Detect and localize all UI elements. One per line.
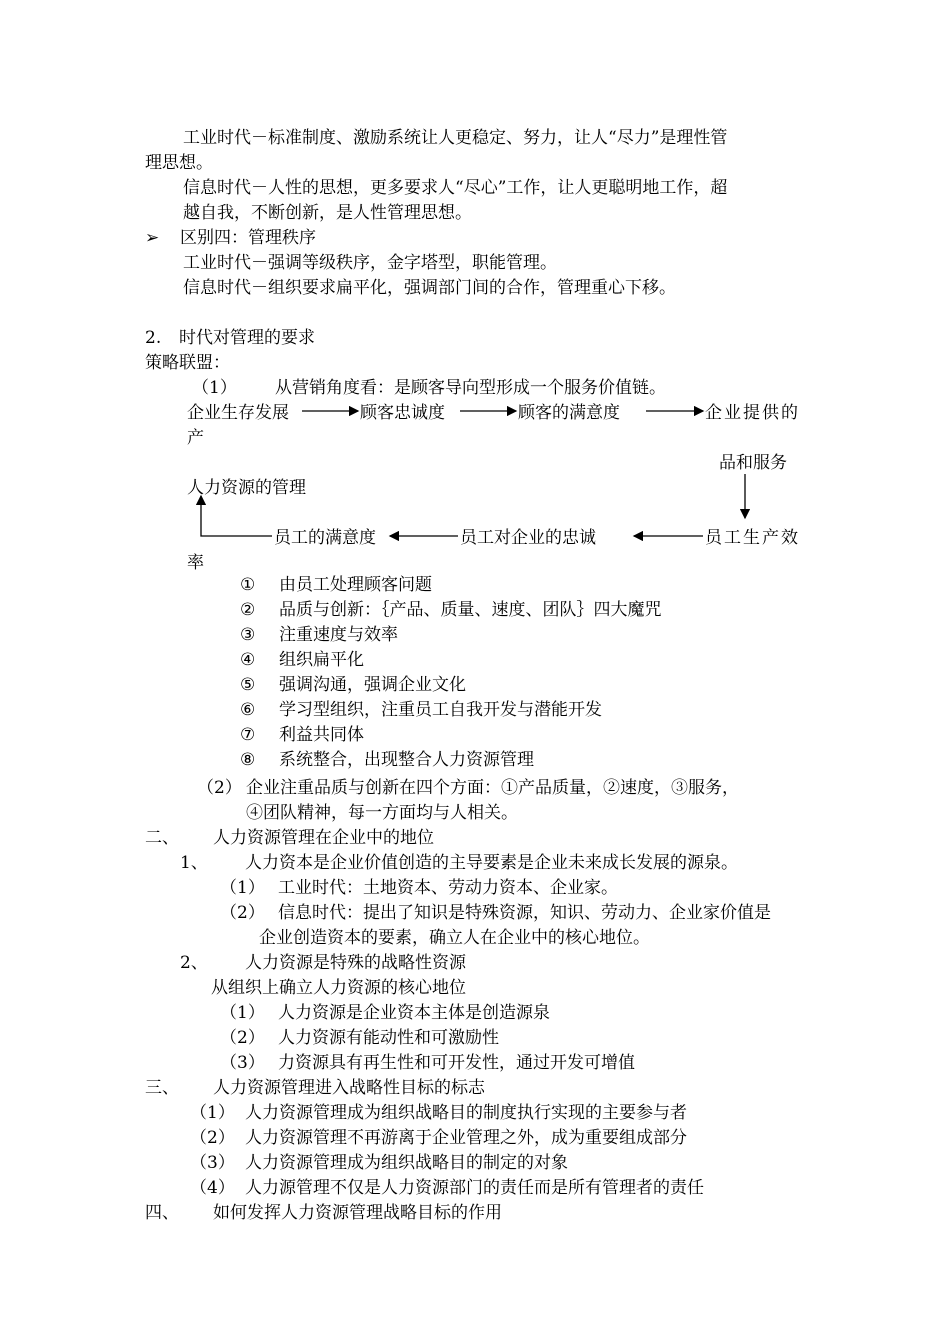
circled-item-text: 学习型组织，注重员工自我开发与潜能开发 — [279, 700, 602, 720]
er2-text: 人力资源是特殊的战略性资源 — [245, 953, 466, 973]
item2-number: （2） — [197, 778, 242, 798]
bullet-heading: 区别四：管理秩序 — [180, 228, 316, 248]
section-si-title: 如何发挥人力资源管理战略目标的作用 — [213, 1203, 502, 1223]
item-text: 从营销角度看：是顾客导向型形成一个服务价值链。 — [275, 378, 666, 398]
circled-item-number: ④ — [240, 650, 256, 670]
er1b-number: （2） — [220, 903, 265, 923]
arrow-up — [201, 496, 272, 536]
circled-item-text: 组织扁平化 — [279, 650, 364, 670]
circled-item-text: 注重速度与效率 — [279, 625, 398, 645]
chain-node-employee-satisfaction: 员工的满意度 — [274, 528, 376, 548]
circled-item-number: ⑤ — [240, 675, 256, 695]
er2-item-text: 力资源具有再生性和可开发性，通过开发可增值 — [278, 1053, 635, 1073]
section-title: 时代对管理的要求 — [179, 328, 315, 348]
circled-item-text: 强调沟通，强调企业文化 — [279, 675, 466, 695]
section-er-title: 人力资源管理在企业中的地位 — [213, 828, 434, 848]
item2-line2: ④团队精神，每一方面均与人相关。 — [246, 803, 518, 823]
er1b-line1: 信息时代：提出了知识是特殊资源，知识、劳动力、企业家价值是 — [278, 903, 771, 923]
circled-item-number: ① — [240, 575, 256, 595]
chain-node-customer-satisfaction: 顾客的满意度 — [518, 403, 620, 423]
er2-item-number: （1） — [220, 1003, 265, 1023]
paragraph-order-information: 信息时代－组织要求扁平化，强调部门间的合作，管理重心下移。 — [183, 278, 676, 298]
er2-item-text: 人力资源是企业资本主体是创造源泉 — [278, 1003, 550, 1023]
circled-item-number: ⑦ — [240, 725, 256, 745]
er2-item-number: （2） — [220, 1028, 265, 1048]
chain-node-enterprise-survival: 企业生存发展 — [187, 403, 289, 423]
chain-node-customer-loyalty: 顾客忠诚度 — [360, 403, 445, 423]
circled-item-text: 品质与创新：｛产品、质量、速度、团队｝四大魔咒 — [279, 600, 662, 620]
san-item-number: （2） — [190, 1128, 235, 1148]
paragraph-industrial-line1: 工业时代－标准制度、激励系统让人更稳定、努力，让人“尽力”是理性管 — [183, 128, 728, 148]
circled-item-text: 由员工处理顾客问题 — [279, 575, 432, 595]
chain-node-wrap-text: 产 — [187, 428, 204, 448]
section-san-title: 人力资源管理进入战略性目标的标志 — [213, 1078, 485, 1098]
er2-number: 2、 — [180, 953, 208, 973]
paragraph-industrial-line2: 理思想。 — [145, 153, 213, 173]
er2-item-text: 人力资源有能动性和可激励性 — [278, 1028, 499, 1048]
circled-item-number: ⑥ — [240, 700, 256, 720]
er1a-number: （1） — [220, 878, 265, 898]
san-item-number: （1） — [190, 1103, 235, 1123]
er1-text: 人力资本是企业价值创造的主导要素是企业未来成长发展的源泉。 — [245, 853, 738, 873]
chain-node-products-services: 企业提供的 — [705, 403, 800, 423]
er1a-text: 工业时代：土地资本、劳动力资本、企业家。 — [278, 878, 618, 898]
circled-item-number: ⑧ — [240, 750, 256, 770]
er2-subtitle: 从组织上确立人力资源的核心地位 — [211, 978, 466, 998]
paragraph-order-industrial: 工业时代－强调等级秩序，金字塔型，职能管理。 — [183, 253, 557, 273]
san-item-number: （3） — [190, 1153, 235, 1173]
bullet-arrow-icon: ➢ — [145, 228, 160, 248]
section-number: 2. — [145, 328, 162, 348]
san-item-text: 人力资源管理不再游离于企业管理之外，成为重要组成部分 — [245, 1128, 687, 1148]
circled-item-number: ② — [240, 600, 256, 620]
chain-node-employee-loyalty: 员工对企业的忠诚 — [460, 528, 596, 548]
section-san-number: 三、 — [145, 1078, 179, 1098]
circled-item-text: 系统整合，出现整合人力资源管理 — [279, 750, 534, 770]
circled-item-text: 利益共同体 — [279, 725, 364, 745]
section-si-number: 四、 — [145, 1203, 179, 1223]
section-er-number: 二、 — [145, 828, 179, 848]
chain-arrows — [0, 0, 950, 600]
chain-node-wrap-text-2: 率 — [187, 553, 204, 573]
item2-line1: 企业注重品质与创新在四个方面：①产品质量，②速度，③服务， — [246, 778, 739, 798]
strategy-label: 策略联盟： — [145, 353, 230, 373]
san-item-text: 人力资源管理成为组织战略目的制度执行实现的主要参与者 — [245, 1103, 687, 1123]
paragraph-information-line2: 越自我，不断创新，是人性管理思想。 — [183, 203, 472, 223]
er1b-line2: 企业创造资本的要素，确立人在企业中的核心地位。 — [259, 928, 650, 948]
san-item-number: （4） — [190, 1178, 235, 1198]
circled-item-number: ③ — [240, 625, 256, 645]
chain-node-hr-management: 人力资源的管理 — [187, 478, 306, 498]
san-item-text: 人力源管理不仅是人力资源部门的责任而是所有管理者的责任 — [245, 1178, 704, 1198]
san-item-text: 人力资源管理成为组织战略目的制定的对象 — [245, 1153, 568, 1173]
chain-node-employee-productivity: 员工生产效 — [705, 528, 800, 548]
er1-number: 1、 — [180, 853, 208, 873]
er2-item-number: （3） — [220, 1053, 265, 1073]
item-number: （1） — [192, 378, 237, 398]
paragraph-information-line1: 信息时代－人性的思想，更多要求人“尽心”工作，让人更聪明地工作，超 — [183, 178, 728, 198]
chain-node-products-services-cont: 品和服务 — [719, 453, 787, 473]
